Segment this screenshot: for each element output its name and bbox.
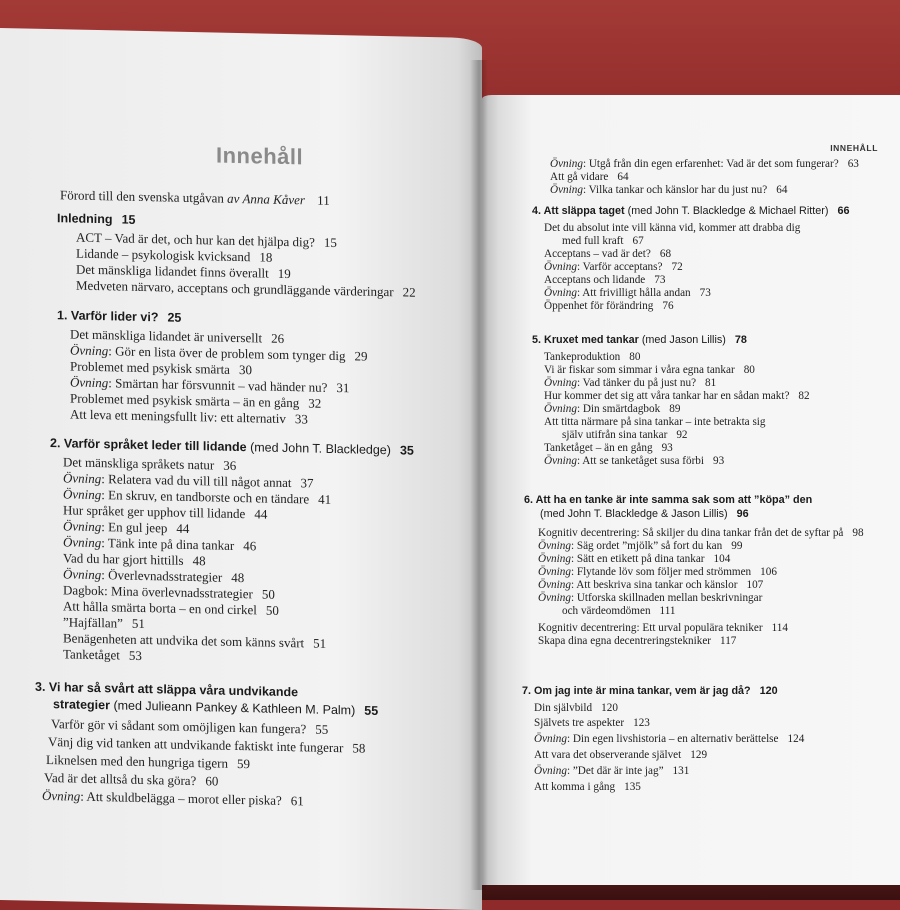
toc-item: Att komma i gång 135 xyxy=(534,781,641,793)
right-page xyxy=(482,95,900,885)
toc-item: Att hålla smärta borta – en ond cirkel 50 xyxy=(63,598,279,618)
toc-item: Medveten närvaro, acceptans och grundläggande värderingar 22 xyxy=(76,277,416,300)
toc-exercise: Övning: Flytande löv som följer med strömmen 106 xyxy=(538,566,777,578)
toc-item: Att gå vidare 64 xyxy=(550,171,629,183)
toc-item: Det mänskliga språkets natur 36 xyxy=(63,454,237,473)
toc-item: Vänj dig vid tanken att undvikande faktiskt inte fungerar 58 xyxy=(48,734,366,756)
toc-item: Det mänskliga lidandet är universellt 26 xyxy=(70,326,285,346)
toc-foreword: Förord till den svenska utgåvan av Anna Kåver 11 xyxy=(60,187,330,208)
toc-exercise: Övning: Smärtan har försvunnit – vad händer nu? 31 xyxy=(70,374,350,396)
toc-exercise: Övning: Att beskriva sina tankar och känslor 107 xyxy=(538,579,764,591)
toc-item: Det du absolut inte vill känna vid, kommer att drabba dig xyxy=(544,222,801,234)
toc-item: Självets tre aspekter 123 xyxy=(534,717,650,729)
toc-chapter-6-cont: (med John T. Blackledge & Jason Lillis) 96 xyxy=(540,508,749,520)
toc-exercise: Övning: Din egen livshistoria – en alternativ berättelse 124 xyxy=(534,733,805,745)
toc-exercise: Övning: Utgå från din egen erfarenhet: Vad är det som fungerar? 63 xyxy=(550,158,859,170)
toc-item: Vad du har gjort hittills 48 xyxy=(63,550,206,569)
toc-chapter-4: 4. Att släppa taget (med John T. Blackledge & Michael Ritter) 66 xyxy=(532,205,850,217)
toc-item-cont: själv utifrån sina tankar 92 xyxy=(562,429,688,441)
toc-item: Problemet med psykisk smärta – än en gång 32 xyxy=(70,390,322,411)
toc-exercise: Övning: Att se tanketåget susa förbi 93 xyxy=(544,455,725,467)
toc-item: Vad är det alltså du ska göra? 60 xyxy=(44,769,219,789)
toc-item: Det mänskliga lidandet finns överallt 19 xyxy=(76,261,291,282)
toc-item: Kognitiv decentrering: Så skiljer du dina tankar från det de syftar på 98 xyxy=(538,527,864,539)
toc-item: Öppenhet för förändring 76 xyxy=(544,300,674,312)
toc-item: ”Hajfällan” 51 xyxy=(63,614,145,632)
left-page xyxy=(0,28,482,910)
toc-chapter-1: 1. Varför lider vi? 25 xyxy=(57,308,182,325)
toc-item-cont: med full kraft 67 xyxy=(562,235,644,247)
toc-item: Skapa dina egna decentreringstekniker 117 xyxy=(538,635,737,647)
toc-item: Varför gör vi sådant som omöjligen kan fungera? 55 xyxy=(51,716,329,737)
toc-chapter-7: 7. Om jag inte är mina tankar, vem är jag då? 120 xyxy=(522,685,778,697)
toc-item-cont: och värdeomdömen 111 xyxy=(562,605,676,617)
toc-chapter-6: 6. Att ha en tanke är inte samma sak som att ”köpa” den xyxy=(524,494,813,506)
toc-item: Acceptans – vad är det? 68 xyxy=(544,248,672,260)
toc-exercise: Övning: Utforska skillnaden mellan beskrivningar xyxy=(538,592,763,604)
toc-exercise: Övning: Tänk inte på dina tankar 46 xyxy=(63,534,257,554)
toc-exercise: Övning: Sätt en etikett på dina tankar 104 xyxy=(538,553,731,565)
toc-item: Din självbild 120 xyxy=(534,702,618,714)
toc-chapter-3: 3. Vi har så svårt att släppa våra undvikande xyxy=(35,679,299,700)
toc-chapter-5: 5. Kruxet med tankar (med Jason Lillis) 78 xyxy=(532,334,747,346)
toc-item: Att leva ett meningsfullt liv: ett alternativ 33 xyxy=(70,406,308,427)
toc-item: Hur språket ger upphov till lidande 44 xyxy=(63,502,268,522)
contents-title: Innehåll xyxy=(216,142,304,170)
toc-item: Liknelsen med den hungriga tigern 59 xyxy=(46,751,250,772)
toc-item: Tanketåget – än en gång 93 xyxy=(544,442,673,454)
toc-item: Acceptans och lidande 73 xyxy=(544,274,666,286)
toc-item: Benägenheten att undvika det som känns svårt 51 xyxy=(63,630,327,651)
toc-item: Dagbok: Mina överlevnadsstrategier 50 xyxy=(63,582,275,602)
toc-item: Lidande – psykologisk kvicksand 18 xyxy=(76,245,273,265)
toc-exercise: Övning: Vilka tankar och känslor har du just nu? 64 xyxy=(550,184,788,196)
toc-item: Att titta närmare på sina tankar – inte betrakta sig xyxy=(544,416,766,428)
toc-item: Tankeproduktion 80 xyxy=(544,351,641,363)
toc-item: Tanketåget 53 xyxy=(63,646,142,663)
toc-exercise: Övning: En skruv, en tandborste och en tändare 41 xyxy=(63,486,332,507)
toc-item: Problemet med psykisk smärta 30 xyxy=(70,358,252,378)
toc-item: Hur kommer det sig att våra tankar har en sådan makt? 82 xyxy=(544,390,810,402)
toc-exercise: Övning: Din smärtdagbok 89 xyxy=(544,403,681,415)
running-head: INNEHÅLL xyxy=(830,143,878,153)
toc-exercise: Övning: Att frivilligt hålla andan 73 xyxy=(544,287,711,299)
book-gutter-shadow xyxy=(470,60,488,890)
toc-item: Att vara det observerande självet 129 xyxy=(534,749,708,761)
toc-item: Kognitiv decentrering: Ett urval populära tekniker 114 xyxy=(538,622,788,634)
toc-chapter-2: 2. Varför språket leder till lidande (med John T. Blackledge) 35 xyxy=(50,436,414,458)
toc-exercise: Övning: Att skuldbelägga – morot eller piska? 61 xyxy=(42,787,304,809)
toc-exercise: Övning: Relatera vad du vill till något annat 37 xyxy=(63,470,314,491)
toc-exercise: Övning: ”Det där är inte jag” 131 xyxy=(534,765,690,777)
toc-exercise: Övning: Säg ordet ”mjölk” så fort du kan 99 xyxy=(538,540,743,552)
toc-exercise: Övning: En gul jeep 44 xyxy=(63,518,190,536)
toc-item: Vi är fiskar som simmar i våra egna tankar 80 xyxy=(544,364,755,376)
toc-intro-heading: Inledning 15 xyxy=(57,211,136,227)
toc-exercise: Övning: Gör en lista över de problem som tynger dig 29 xyxy=(70,342,368,364)
toc-exercise: Övning: Vad tänker du på just nu? 81 xyxy=(544,377,717,389)
toc-chapter-3-cont: strategier (med Julieann Pankey & Kathleen M. Palm) 55 xyxy=(53,697,379,718)
toc-exercise: Övning: Varför acceptans? 72 xyxy=(544,261,683,273)
toc-exercise: Övning: Överlevnadsstrategier 48 xyxy=(63,566,245,586)
toc-item: ACT – Vad är det, och hur kan det hjälpa dig? 15 xyxy=(76,229,337,251)
foreword-author: av Anna Kåver xyxy=(227,190,305,208)
